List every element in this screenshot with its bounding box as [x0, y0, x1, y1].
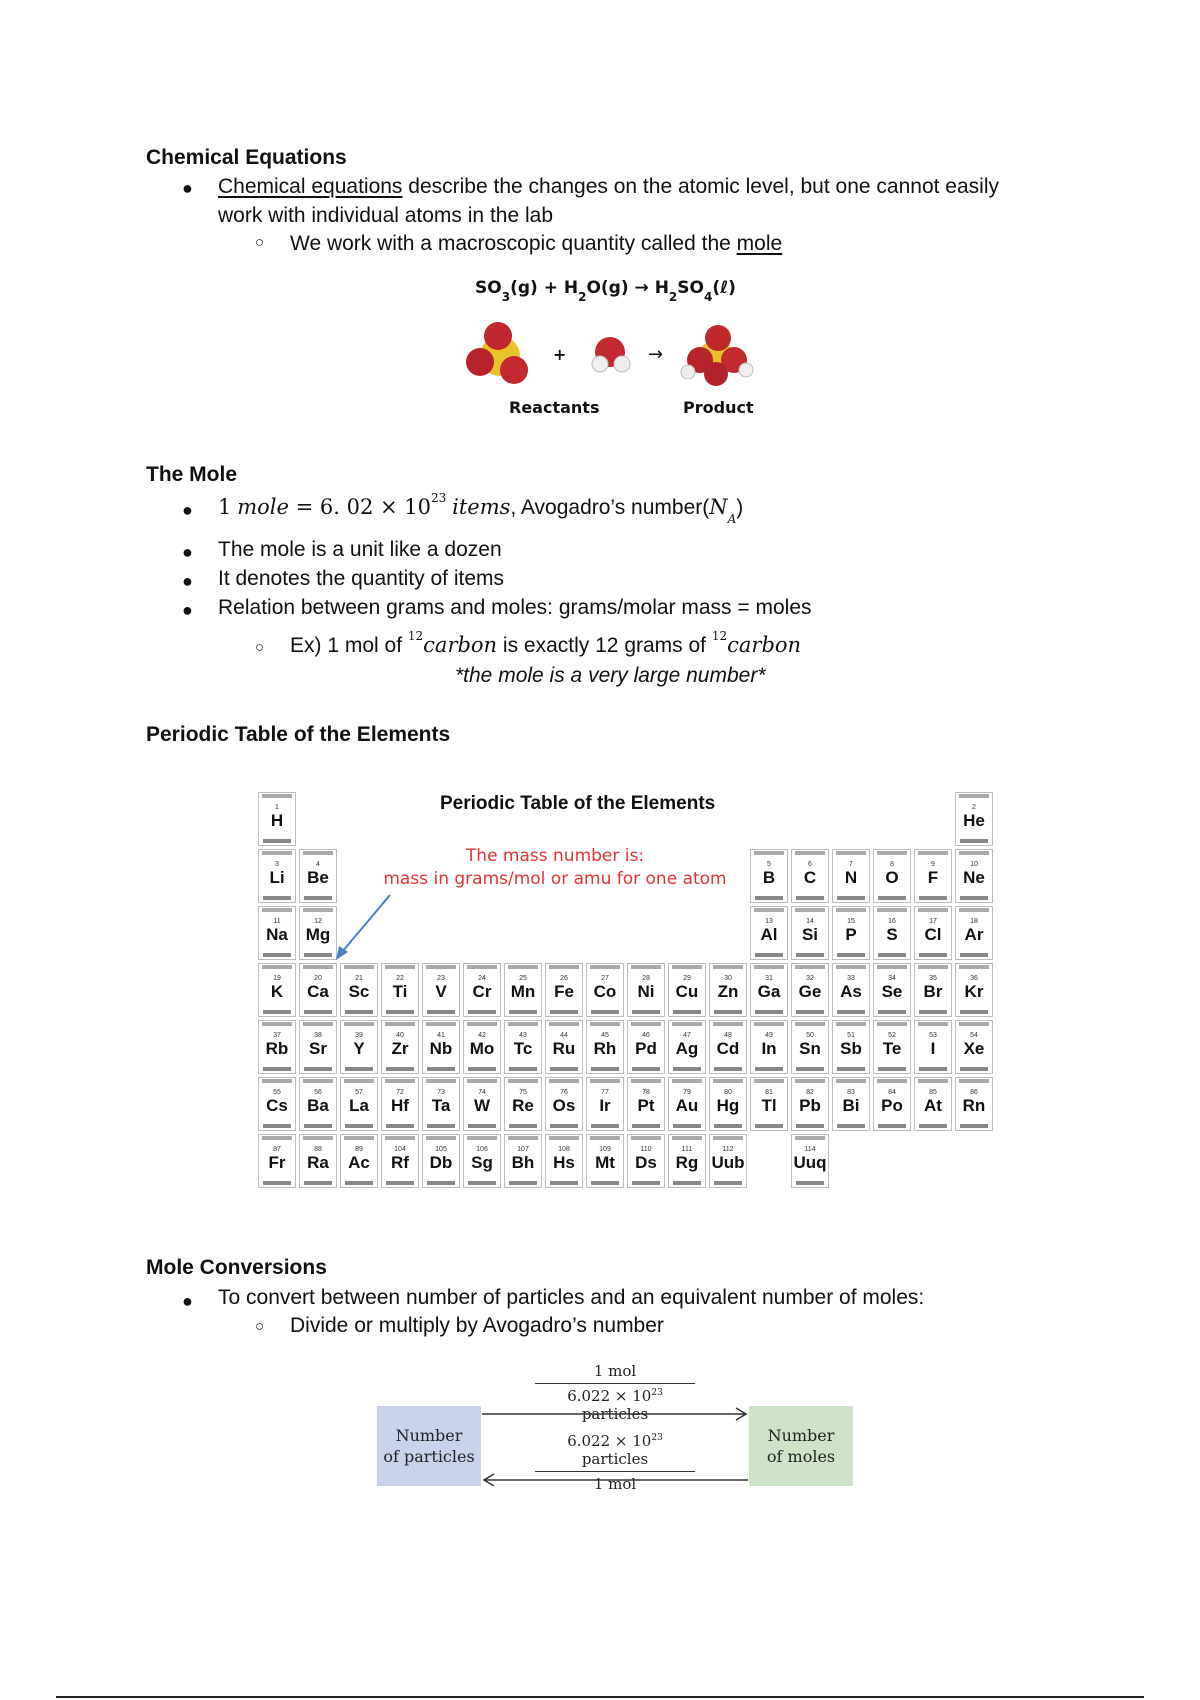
element-cell: [750, 1020, 788, 1074]
element-cell: [586, 1134, 624, 1188]
sub-bullet-circle: ○: [255, 234, 265, 251]
atomic-number: 34: [888, 975, 896, 982]
element-cell: [545, 1020, 583, 1074]
element-cell: [545, 1134, 583, 1188]
element-cell: [873, 906, 911, 960]
bullet-dot: ●: [182, 542, 193, 562]
element-symbol: Os: [552, 1096, 576, 1115]
atomic-number: 79: [683, 1089, 691, 1096]
element-symbol: Sg: [471, 1153, 493, 1172]
h2so4-molecule-icon: [681, 325, 753, 386]
heading-chemical-equations: Chemical Equations: [146, 146, 347, 169]
element-cell: [463, 1134, 501, 1188]
conversions-sub-1: Divide or multiply by Avogadro’s number: [290, 1314, 664, 1337]
atomic-number: 20: [314, 975, 322, 982]
atomic-number: 108: [558, 1146, 570, 1153]
atomic-number: 5: [767, 861, 771, 868]
element-cell: [791, 963, 829, 1017]
element-cell: [750, 963, 788, 1017]
atomic-number: 75: [519, 1089, 527, 1096]
atomic-number: 18: [970, 918, 978, 925]
element-cell: [340, 1077, 378, 1131]
chem-eq-bullet-1: Chemical equations describe the changes on the atomic level, but one cannot easily: [218, 175, 999, 198]
atomic-number: 23: [437, 975, 445, 982]
element-symbol: Rb: [265, 1039, 289, 1058]
element-cell: [832, 1020, 870, 1074]
element-cell: [627, 1077, 665, 1131]
element-cell: [668, 963, 706, 1017]
page-bottom-rule: [56, 1696, 1144, 1698]
element-cell: [463, 1020, 501, 1074]
element-symbol: Y: [353, 1039, 365, 1058]
atomic-number: 2: [972, 804, 976, 811]
atomic-number: 33: [847, 975, 855, 982]
atomic-number: 44: [560, 1032, 568, 1039]
element-cell: [873, 1020, 911, 1074]
atomic-number: 80: [724, 1089, 732, 1096]
atomic-number: 105: [435, 1146, 447, 1153]
atomic-number: 22: [396, 975, 404, 982]
element-symbol: Br: [923, 982, 943, 1001]
atomic-number: 87: [273, 1146, 281, 1153]
element-symbol: Cr: [472, 982, 492, 1001]
element-symbol: Cl: [924, 925, 942, 944]
element-cell: [955, 906, 993, 960]
element-cell: [381, 963, 419, 1017]
element-cell: [258, 963, 296, 1017]
element-symbol: Mn: [510, 982, 536, 1001]
chem-eq-sub-1: We work with a macroscopic quantity called the mole: [290, 232, 783, 255]
atomic-number: 45: [601, 1032, 609, 1039]
element-cell: [381, 1020, 419, 1074]
atomic-number: 17: [929, 918, 937, 925]
atomic-number: 21: [355, 975, 363, 982]
atomic-number: 78: [642, 1089, 650, 1096]
atomic-number: 56: [314, 1089, 322, 1096]
element-symbol: Cu: [675, 982, 699, 1001]
heading-mole-conversions: Mole Conversions: [146, 1256, 327, 1279]
element-cell: [873, 963, 911, 1017]
element-symbol: Mg: [305, 925, 331, 944]
conversion-arrows: [480, 1406, 750, 1486]
element-symbol: Rf: [391, 1153, 409, 1172]
element-cell: [258, 792, 296, 846]
element-symbol: Sb: [840, 1039, 862, 1058]
atomic-number: 54: [970, 1032, 978, 1039]
element-cell: [381, 1134, 419, 1188]
atomic-number: 13: [765, 918, 773, 925]
element-cell: [463, 1077, 501, 1131]
element-cell: [668, 1077, 706, 1131]
atomic-number: 72: [396, 1089, 404, 1096]
atomic-number: 74: [478, 1089, 486, 1096]
element-symbol: Te: [882, 1039, 902, 1058]
element-cell: [586, 1020, 624, 1074]
element-symbol: Sr: [309, 1039, 327, 1058]
element-symbol: Bh: [511, 1153, 535, 1172]
element-symbol: F: [927, 868, 939, 887]
atomic-number: 4: [316, 861, 320, 868]
element-cell: [627, 963, 665, 1017]
element-cell: [586, 963, 624, 1017]
element-cell: [955, 963, 993, 1017]
element-cell: [873, 849, 911, 903]
chemical-equations-link[interactable]: Chemical equations: [218, 175, 403, 198]
atomic-number: 82: [806, 1089, 814, 1096]
element-symbol: Ga: [757, 982, 781, 1001]
element-cell: [340, 963, 378, 1017]
mole-bullet-3: It denotes the quantity of items: [218, 567, 505, 590]
element-symbol: Bi: [842, 1096, 860, 1115]
element-cell: [955, 1020, 993, 1074]
atomic-number: 89: [355, 1146, 363, 1153]
element-cell: [914, 1020, 952, 1074]
atomic-number: 37: [273, 1032, 281, 1039]
element-symbol: Po: [881, 1096, 903, 1115]
element-cell: [914, 906, 952, 960]
element-cell: [545, 1077, 583, 1131]
atomic-number: 24: [478, 975, 486, 982]
element-symbol: I: [930, 1039, 936, 1058]
element-symbol: B: [762, 868, 776, 887]
element-cell: [586, 1077, 624, 1131]
atomic-number: 41: [437, 1032, 445, 1039]
conversions-bullet-1: To convert between number of particles and an equivalent number of moles:: [218, 1286, 925, 1309]
so3-molecule-icon: [466, 322, 528, 384]
element-symbol: Ag: [675, 1039, 699, 1058]
element-symbol: In: [761, 1039, 777, 1058]
mole-example: Ex) 1 mol of $^{12}$carbon is exactly 12 grams of $^{12}$carbon: [290, 629, 802, 657]
atomic-number: 36: [970, 975, 978, 982]
atomic-number: 39: [355, 1032, 363, 1039]
atomic-number: 12: [314, 918, 322, 925]
atomic-number: 73: [437, 1089, 445, 1096]
particles-box: Number of particles: [377, 1406, 481, 1486]
atomic-number: 107: [517, 1146, 529, 1153]
element-cell: [832, 849, 870, 903]
atomic-number: 55: [273, 1089, 281, 1096]
element-symbol: Pb: [799, 1096, 821, 1115]
element-symbol: Fr: [268, 1153, 286, 1172]
element-cell: [832, 963, 870, 1017]
atomic-number: 28: [642, 975, 650, 982]
atomic-number: 48: [724, 1032, 732, 1039]
element-cell: [750, 849, 788, 903]
atomic-number: 35: [929, 975, 937, 982]
element-symbol: He: [963, 811, 985, 830]
sub-bullet-circle: ○: [255, 1318, 265, 1335]
element-symbol: Be: [307, 868, 329, 887]
atomic-number: 43: [519, 1032, 527, 1039]
element-symbol: Ba: [307, 1096, 329, 1115]
element-symbol: Ru: [552, 1039, 576, 1058]
h2o-molecule-icon: [592, 337, 630, 372]
atomic-number: 9: [931, 861, 935, 868]
element-cell: [668, 1020, 706, 1074]
atomic-number: 110: [640, 1146, 652, 1153]
fraction-top: 1 mol $6.022 \times 10^{23}$ particles: [535, 1362, 695, 1423]
element-cell: [422, 963, 460, 1017]
element-symbol: W: [473, 1096, 491, 1115]
element-cell: [258, 1020, 296, 1074]
element-symbol: Li: [269, 868, 285, 887]
element-symbol: Si: [801, 925, 819, 944]
heading-the-mole: The Mole: [146, 463, 238, 486]
atomic-number: 104: [394, 1146, 406, 1153]
element-cell: [914, 963, 952, 1017]
element-symbol: Al: [760, 925, 778, 944]
atomic-number: 83: [847, 1089, 855, 1096]
element-cell: [791, 1020, 829, 1074]
atomic-number: 11: [273, 918, 281, 925]
atomic-number: 81: [765, 1089, 773, 1096]
element-symbol: Ni: [637, 982, 655, 1001]
atomic-number: 76: [560, 1089, 568, 1096]
element-symbol: Co: [593, 982, 617, 1001]
element-symbol: Cd: [716, 1039, 740, 1058]
element-symbol: Ta: [431, 1096, 451, 1115]
element-cell: [627, 1020, 665, 1074]
element-symbol: C: [803, 868, 817, 887]
sub-bullet-circle: ○: [255, 639, 265, 656]
element-symbol: Tc: [513, 1039, 533, 1058]
atomic-number: 40: [396, 1032, 404, 1039]
element-cell: [914, 1077, 952, 1131]
element-symbol: Rh: [593, 1039, 617, 1058]
atomic-number: 109: [599, 1146, 611, 1153]
atomic-number: 77: [601, 1089, 609, 1096]
element-cell: [709, 1020, 747, 1074]
reactants-label: Reactants: [509, 398, 600, 417]
atomic-number: 46: [642, 1032, 650, 1039]
element-cell: [258, 906, 296, 960]
moles-box: Number of moles: [749, 1406, 853, 1486]
element-cell: [791, 1134, 829, 1188]
atomic-number: 1: [275, 804, 279, 811]
element-cell: [422, 1134, 460, 1188]
molecule-figure: [460, 318, 760, 398]
atomic-number: 15: [847, 918, 855, 925]
element-symbol: H: [270, 811, 284, 830]
element-cell: [381, 1077, 419, 1131]
atomic-number: 84: [888, 1089, 896, 1096]
element-cell: [668, 1134, 706, 1188]
mole-link[interactable]: mole: [736, 232, 783, 255]
mass-number-note: The mass number is: mass in grams/mol or amu for one atom: [383, 846, 727, 889]
element-symbol: Hs: [553, 1153, 575, 1172]
element-cell: [299, 1077, 337, 1131]
element-symbol: Ca: [307, 982, 329, 1001]
atomic-number: 53: [929, 1032, 937, 1039]
element-symbol: Au: [675, 1096, 699, 1115]
atomic-number: 57: [355, 1089, 363, 1096]
element-cell: [873, 1077, 911, 1131]
element-symbol: As: [840, 982, 862, 1001]
product-label: Product: [683, 398, 754, 417]
element-symbol: Ne: [963, 868, 985, 887]
atomic-number: 88: [314, 1146, 322, 1153]
element-cell: [955, 849, 993, 903]
atomic-number: 111: [681, 1146, 693, 1153]
element-cell: [422, 1077, 460, 1131]
atomic-number: 51: [847, 1032, 855, 1039]
atomic-number: 14: [806, 918, 814, 925]
chemical-equation: $SO_3(g) + H_2O(g)$ → $H_2SO_4(\ell)$: [475, 278, 736, 304]
atomic-number: 3: [275, 861, 279, 868]
atomic-number: 16: [888, 918, 896, 925]
fraction-bottom: $6.022 \times 10^{23}$ particles 1 mol: [535, 1432, 695, 1493]
element-cell: [545, 963, 583, 1017]
element-symbol: O: [885, 868, 899, 887]
element-cell: [299, 1134, 337, 1188]
element-symbol: Zr: [391, 1039, 409, 1058]
element-symbol: Kr: [964, 982, 984, 1001]
element-cell: [791, 849, 829, 903]
element-symbol: Ds: [635, 1153, 657, 1172]
bullet-dot: ●: [182, 178, 193, 198]
atomic-number: 31: [765, 975, 773, 982]
mole-bullet-2: The mole is a unit like a dozen: [218, 538, 502, 561]
atomic-number: 47: [683, 1032, 691, 1039]
element-symbol: N: [844, 868, 858, 887]
element-cell: [504, 1077, 542, 1131]
atomic-number: 30: [724, 975, 732, 982]
bullet-dot: ●: [182, 600, 193, 620]
atomic-number: 19: [273, 975, 281, 982]
periodic-table-title: Periodic Table of the Elements: [440, 793, 716, 814]
element-symbol: Ti: [392, 982, 408, 1001]
element-cell: [955, 1077, 993, 1131]
bullet-dot: ●: [182, 1291, 193, 1311]
atomic-number: 10: [970, 861, 978, 868]
heading-periodic-table: Periodic Table of the Elements: [146, 723, 451, 746]
element-cell: [504, 1134, 542, 1188]
atomic-number: 29: [683, 975, 691, 982]
element-cell: [832, 1077, 870, 1131]
element-symbol: Rg: [675, 1153, 699, 1172]
element-symbol: Ge: [798, 982, 822, 1001]
element-cell: [504, 1020, 542, 1074]
element-cell: [750, 906, 788, 960]
element-cell: [832, 906, 870, 960]
element-symbol: Sc: [348, 982, 370, 1001]
element-symbol: Se: [881, 982, 903, 1001]
element-cell: [627, 1134, 665, 1188]
element-cell: [299, 963, 337, 1017]
element-symbol: Ra: [307, 1153, 329, 1172]
element-symbol: P: [845, 925, 857, 944]
element-cell: [340, 1134, 378, 1188]
atomic-number: 8: [890, 861, 894, 868]
element-symbol: Hg: [716, 1096, 740, 1115]
element-symbol: Na: [266, 925, 288, 944]
atomic-number: 86: [970, 1089, 978, 1096]
atomic-number: 114: [804, 1146, 816, 1153]
atomic-number: 38: [314, 1032, 322, 1039]
bullet-dot: ●: [182, 571, 193, 591]
element-cell: [258, 1134, 296, 1188]
element-symbol: Pd: [635, 1039, 657, 1058]
element-symbol: Uuq: [793, 1153, 827, 1172]
element-symbol: K: [270, 982, 284, 1001]
element-cell: [340, 1020, 378, 1074]
element-cell: [504, 963, 542, 1017]
element-symbol: Nb: [429, 1039, 453, 1058]
bullet-dot: ●: [182, 500, 193, 520]
atomic-number: 27: [601, 975, 609, 982]
chem-eq-bullet-1-cont: work with individual atoms in the lab: [218, 204, 553, 227]
atomic-number: 106: [476, 1146, 488, 1153]
mole-definition: 1 mole = 6. $02 \times 10^{23}$ items, Avogadro’s $number(N_A)$: [218, 491, 744, 526]
atomic-number: 52: [888, 1032, 896, 1039]
element-cell: [463, 963, 501, 1017]
element-symbol: Pt: [637, 1096, 655, 1115]
note-arrow-icon: [330, 890, 400, 965]
atomic-number: 25: [519, 975, 527, 982]
atomic-number: 42: [478, 1032, 486, 1039]
element-cell: [709, 963, 747, 1017]
atomic-number: 112: [722, 1146, 734, 1153]
element-symbol: Ac: [348, 1153, 370, 1172]
element-symbol: Cs: [266, 1096, 288, 1115]
element-symbol: Zn: [717, 982, 739, 1001]
element-symbol: Mo: [469, 1039, 495, 1058]
element-cell: [258, 1077, 296, 1131]
element-cell: [914, 849, 952, 903]
element-cell: [709, 1134, 747, 1188]
plus-sign: +: [553, 345, 567, 364]
atomic-number: 6: [808, 861, 812, 868]
element-symbol: Re: [512, 1096, 534, 1115]
element-symbol: V: [435, 982, 447, 1001]
element-cell: [955, 792, 993, 846]
mole-bullet-4: Relation between grams and moles: grams/molar mass = moles: [218, 596, 812, 619]
element-symbol: Rn: [962, 1096, 986, 1115]
arrow-sign: →: [648, 344, 664, 365]
element-symbol: Db: [429, 1153, 453, 1172]
element-symbol: Hf: [391, 1096, 409, 1115]
atomic-number: 32: [806, 975, 814, 982]
element-cell: [709, 1077, 747, 1131]
element-cell: [791, 906, 829, 960]
element-symbol: Ir: [599, 1096, 611, 1115]
element-symbol: Fe: [554, 982, 574, 1001]
element-symbol: At: [924, 1096, 942, 1115]
element-cell: [791, 1077, 829, 1131]
element-symbol: Mt: [595, 1153, 615, 1172]
element-cell: [422, 1020, 460, 1074]
atomic-number: 85: [929, 1089, 937, 1096]
element-symbol: Tl: [761, 1096, 777, 1115]
atomic-number: 49: [765, 1032, 773, 1039]
mole-note: *the mole is a very large number*: [455, 664, 766, 687]
atomic-number: 7: [849, 861, 853, 868]
element-cell: [258, 849, 296, 903]
element-cell: [299, 1020, 337, 1074]
element-symbol: S: [886, 925, 898, 944]
element-symbol: La: [349, 1096, 369, 1115]
element-cell: [750, 1077, 788, 1131]
element-symbol: Ar: [964, 925, 984, 944]
atomic-number: 26: [560, 975, 568, 982]
element-symbol: Xe: [963, 1039, 985, 1058]
element-symbol: Sn: [799, 1039, 821, 1058]
atomic-number: 50: [806, 1032, 814, 1039]
element-symbol: Uub: [711, 1153, 745, 1172]
